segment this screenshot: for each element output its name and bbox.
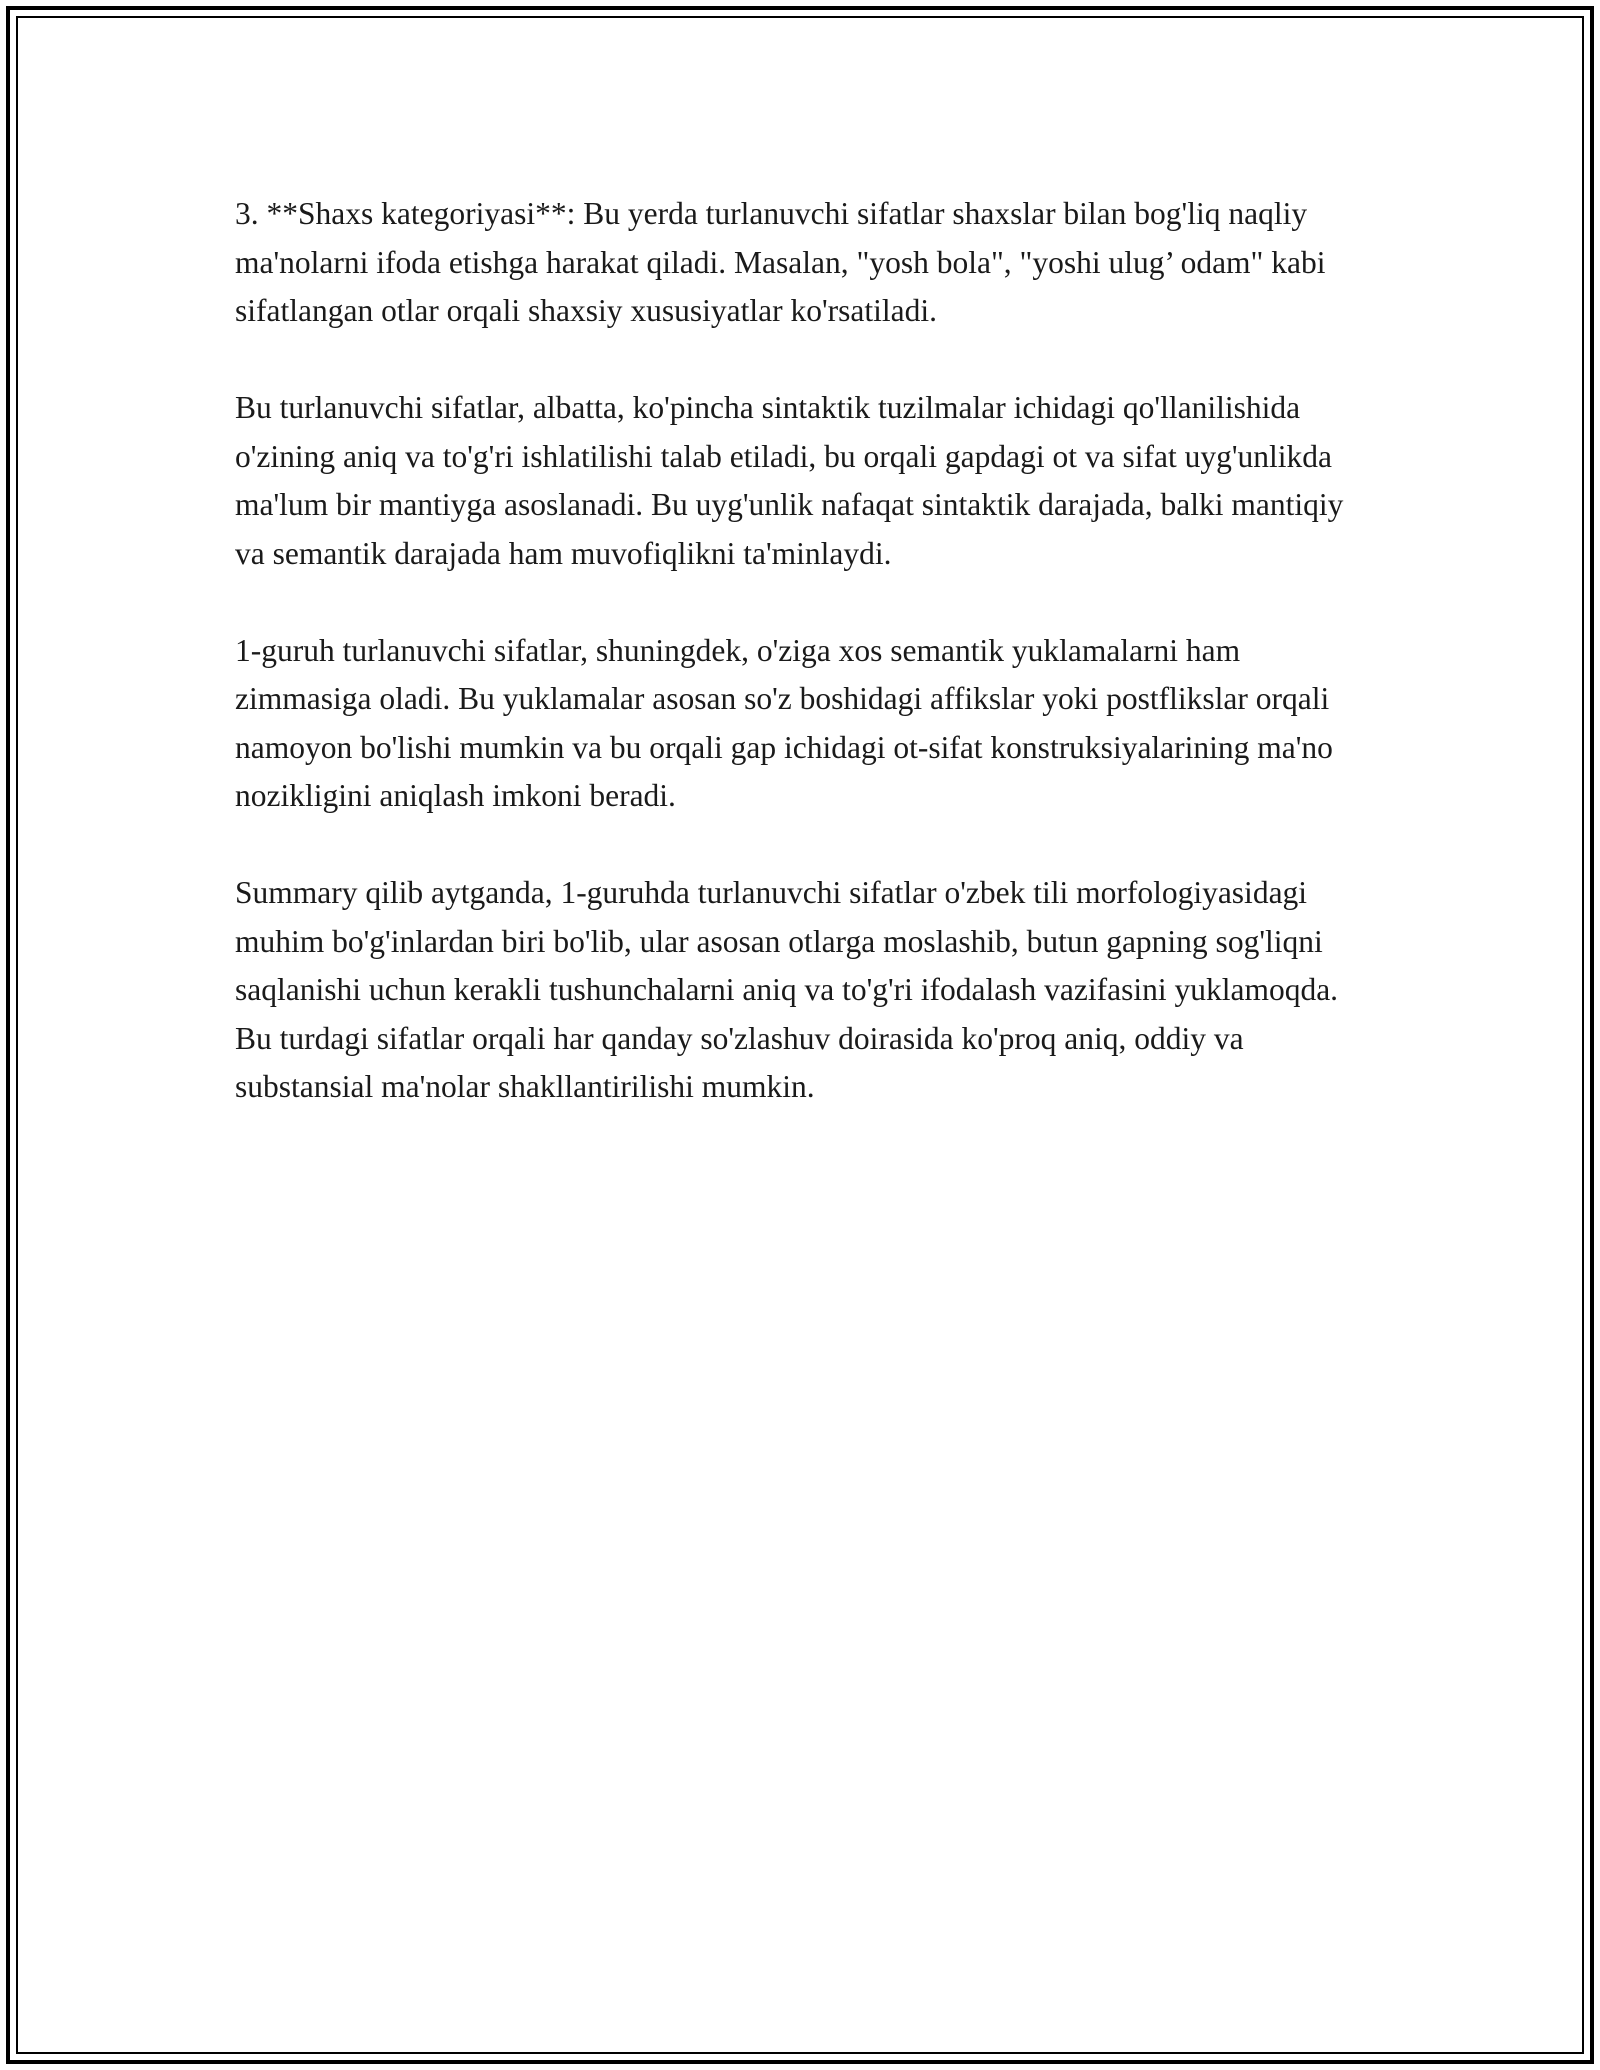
document-body	[235, 190, 1365, 1160]
paragraph-sintaktik-uygunlik: Bu turlanuvchi sifatlar, albatta, ko'pincha sintaktik tuzilmalar ichidagi qo'llanilishida o'zining aniq va to'g'ri ishlatilishi talab etiladi, bu orqali gapdagi ot va sifat uyg'unlikda ma'lum bir mantiyga asoslanadi. Bu uyg'unlik nafaqat sintaktik darajada, balki mantiqiy va semantik darajada ham muvofiqlikni ta'minlaydi.	[235, 390, 1344, 571]
paragraph-semantik-yuklamalar: 1-guruh turlanuvchi sifatlar, shuningdek, o'ziga xos semantik yuklamalarni ham zimmasiga oladi. Bu yuklamalar asosan so'z boshidagi affikslar yoki postflikslar orqali namoyon bo'lishi mumkin va bu orqali gap ichidagi ot-sifat konstruksiyalarining ma'no nozikligini aniqlash imkoni beradi.	[235, 632, 1333, 813]
paragraph-shaxs-kategoriyasi: 3. **Shaxs kategoriyasi**: Bu yerda turlanuvchi sifatlar shaxslar bilan bog'liq naqliy ma'nolarni ifoda etishga harakat qiladi. Masalan, "yosh bola", "yoshi ulug’ odam" kabi sifatlangan otlar orqali shaxsiy xususiyatlar ko'rsatiladi.	[235, 196, 1326, 328]
paragraph-summary: Summary qilib aytganda, 1-guruhda turlanuvchi sifatlar o'zbek tili morfologiyasidagi muhim bo'g'inlardan biri bo'lib, ular asosan otlarga moslashib, butun gapning sog'liqni saqlanishi uchun kerakli tushunchalarni aniq va to'g'ri ifodalash vazifasini yuklamoqda. Bu turdagi sifatlar orqali har qanday so'zlashuv doirasida ko'proq aniq, oddiy va substansial ma'nolar shakllantirilishi mumkin.	[235, 875, 1339, 1104]
